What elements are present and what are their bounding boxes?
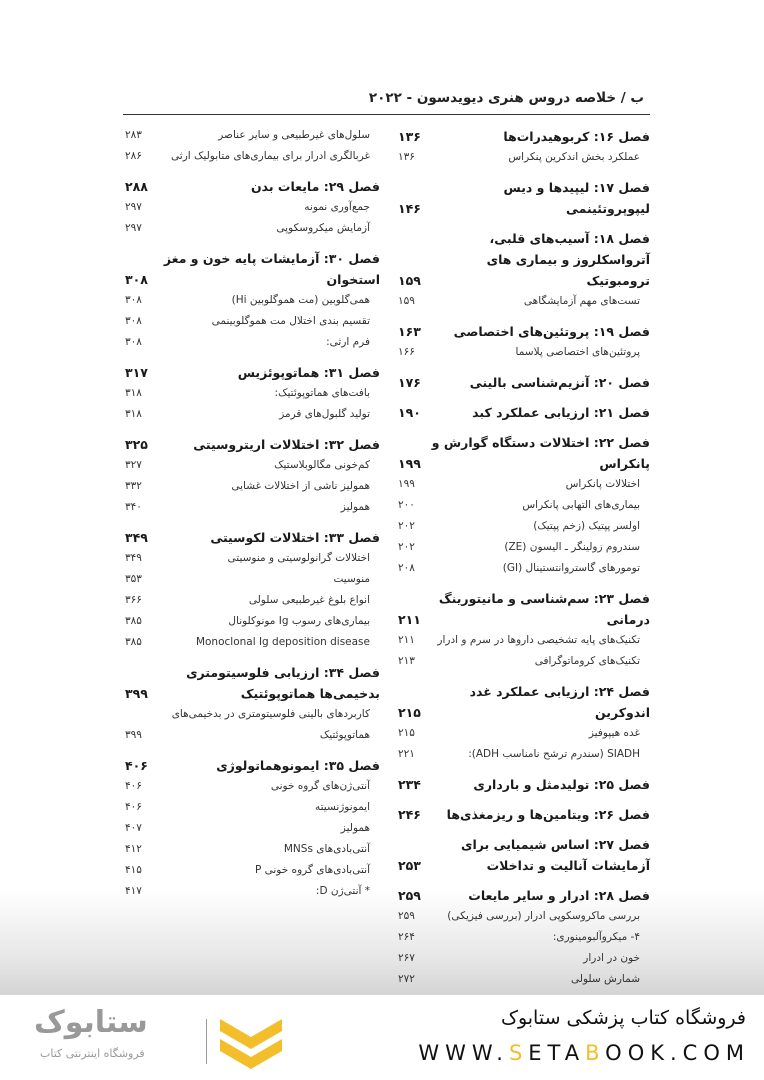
entry-page-number: ۴۱۵ [125, 864, 142, 876]
toc-chapter-entry[interactable] [398, 834, 650, 876]
entry-page-number: ۱۹۹ [398, 478, 415, 490]
toc-section-entry[interactable] [398, 474, 650, 495]
entry-title: تست‌های مهم آزمایشگاهی [523, 295, 640, 307]
entry-title: فصل ۲۴: ارزیابی عملکرد غدد اندوکرین [469, 684, 650, 720]
toc-section-entry[interactable] [398, 147, 650, 168]
entry-title: آنتی‌بادی‌های MNSs [283, 843, 370, 855]
entry-title: تقسیم بندی اختلال مت هموگلوبینمی [211, 315, 370, 327]
entry-title: * آنتی‌ژن D: [315, 885, 370, 897]
toc-section-entry[interactable] [125, 548, 380, 569]
entry-title: بیماری‌های التهابی پانکراس [522, 499, 640, 511]
entry-title: فصل ۱۶: کربوهیدرات‌ها [503, 129, 650, 144]
entry-page-number: ۱۴۶ [398, 201, 421, 216]
toc-section-entry[interactable] [125, 818, 380, 839]
entry-title: Monoclonal Ig deposition disease [195, 636, 370, 648]
toc-section-entry[interactable] [125, 797, 380, 818]
toc-chapter-entry[interactable] [125, 248, 380, 290]
toc-section-entry[interactable] [125, 197, 380, 218]
entry-title: فصل ۲۹: مایعات بدن [250, 179, 380, 194]
entry-page-number: ۳۴۹ [125, 552, 142, 564]
toc-chapter-entry[interactable] [398, 177, 650, 219]
entry-page-number: ۳۸۵ [125, 636, 142, 648]
toc-chapter-entry[interactable] [125, 434, 380, 455]
entry-page-number: ۲۱۱ [398, 634, 415, 646]
entry-title: تکنیک‌های پایه تشخیصی داروها در سرم و ادرار [437, 634, 640, 646]
entry-page-number: ۲۶۴ [398, 931, 415, 943]
toc-chapter-entry[interactable] [398, 372, 650, 393]
toc-section-entry[interactable] [125, 497, 380, 518]
entry-page-number: ۲۱۱ [398, 612, 421, 627]
toc-chapter-entry[interactable] [398, 126, 650, 147]
url-part: ETA [528, 1041, 586, 1065]
entry-title: شمارش سلولی [571, 973, 640, 985]
chevron-logo-icon [218, 1013, 284, 1073]
entry-title: فصل ۳۱: هماتوپوئزیس [237, 365, 380, 380]
entry-title: انواع بلوغ غیرطبیعی سلولی [248, 594, 370, 606]
toc-section-entry[interactable] [398, 630, 650, 651]
toc-chapter-entry[interactable] [125, 176, 380, 197]
entry-page-number: ۲۸۳ [125, 129, 142, 141]
header-rule [123, 114, 650, 115]
entry-title: فصل ۳۲: اختلالات اریتروسیتی [193, 437, 380, 452]
entry-page-number: ۱۶۳ [398, 324, 421, 339]
entry-title: اختلالات پانکراس [565, 478, 640, 490]
entry-page-number: ۳۹۹ [125, 686, 148, 701]
toc-chapter-entry[interactable] [398, 402, 650, 423]
entry-page-number: ۳۰۸ [125, 336, 142, 348]
url-part-accent: B [585, 1041, 606, 1065]
entry-title: بیماری‌های رسوب Ig مونوکلونال [228, 615, 370, 627]
entry-page-number: ۳۲۵ [125, 437, 148, 452]
toc-section-entry[interactable] [125, 404, 380, 425]
entry-title: فرم ارثی: [326, 336, 370, 348]
toc-section-entry[interactable] [125, 839, 380, 860]
entry-page-number: ۳۰۸ [125, 315, 142, 327]
entry-page-number: ۳۱۸ [125, 387, 142, 399]
entry-page-number: ۳۴۰ [125, 501, 142, 513]
entry-title: فصل ۱۸: آسیب‌های قلبی، آترواسکلروز و بیماری های ترومبوتیک [486, 231, 650, 288]
entry-title: فصل ۱۹: پروتئین‌های اختصاصی [453, 324, 650, 339]
entry-title: اولسر پپتیک (زخم پپتیک) [533, 520, 640, 532]
toc-section-entry[interactable] [398, 558, 650, 579]
toc-section-entry[interactable] [398, 927, 650, 948]
entry-page-number: ۳۰۸ [125, 294, 142, 306]
entry-title: همولیز ناشی از اختلالات غشایی [231, 480, 370, 492]
toc-section-entry[interactable] [125, 290, 380, 311]
entry-page-number: ۲۵۳ [398, 858, 421, 873]
toc-section-entry[interactable] [125, 383, 380, 404]
entry-title: بافت‌های هماتوپوئتیک: [274, 387, 370, 399]
entry-page-number: ۱۳۶ [398, 129, 421, 144]
entry-title: فصل ۳۳: اختلالات لکوسیتی [210, 530, 380, 545]
toc-chapter-entry[interactable] [125, 527, 380, 548]
entry-page-number: ۳۱۸ [125, 408, 142, 420]
toc-section-entry[interactable] [125, 218, 380, 239]
entry-page-number: ۲۸۶ [125, 150, 142, 162]
url-part: WWW. [418, 1041, 509, 1065]
entry-page-number: ۲۷۲ [398, 973, 415, 985]
entry-title: همی‌گلوبین (مت هموگلوبین Hi) [231, 294, 370, 306]
toc-section-entry[interactable] [398, 723, 650, 744]
toc-section-entry[interactable] [125, 125, 380, 146]
toc-chapter-entry[interactable] [398, 885, 650, 906]
entry-title: تومورهای گاستروانتستینال (GI) [502, 562, 640, 574]
logo-tagline: فروشگاه اینترنتی کتاب [40, 1047, 145, 1060]
toc-chapter-entry[interactable] [125, 362, 380, 383]
entry-title: کاربردهای بالینی فلوسیتومتری در بدخیمی‌های هماتوپوئتیک [171, 708, 370, 741]
entry-page-number: ۲۹۷ [125, 222, 142, 234]
entry-page-number: ۲۰۰ [398, 499, 415, 511]
entry-title: SIADH (سندرم ترشح نامناسب ADH): [468, 748, 640, 760]
shop-title: فروشگاه کتاب پزشکی ستابوک [500, 1007, 746, 1029]
toc-section-entry[interactable] [125, 569, 380, 590]
toc-chapter-entry[interactable] [398, 228, 650, 291]
toc-column-right [398, 126, 650, 990]
entry-title: فصل ۳۴: ارزیابی فلوسیتومتری بدخیمی‌ها هماتوپوئتیک [186, 665, 380, 701]
entry-page-number: ۴۰۷ [125, 822, 142, 834]
entry-title: فصل ۲۳: سم‌شناسی و مانیتورینگ درمانی [438, 591, 650, 627]
toc-section-entry[interactable] [125, 476, 380, 497]
logo-wordmark: ستابوک [34, 1005, 148, 1040]
toc-section-entry[interactable] [398, 651, 650, 672]
entry-page-number: ۴۱۲ [125, 843, 142, 855]
entry-title: بررسی ماکروسکوپی ادرار (بررسی فیزیکی) [447, 910, 640, 922]
toc-section-entry[interactable] [125, 881, 380, 902]
entry-page-number: ۲۵۹ [398, 888, 421, 903]
entry-page-number: ۲۱۳ [398, 655, 415, 667]
toc-chapter-entry[interactable] [125, 755, 380, 776]
entry-title: ۴- میکروآلبومینوری: [552, 931, 640, 943]
toc-chapter-entry[interactable] [398, 774, 650, 795]
toc-chapter-entry[interactable] [398, 681, 650, 723]
entry-title: جمع‌آوری نمونه [304, 201, 370, 213]
entry-page-number: ۱۶۶ [398, 346, 415, 358]
entry-title: سلول‌های غیرطبیعی و سایر عناصر [218, 129, 370, 141]
toc-section-entry[interactable] [125, 590, 380, 611]
toc-section-entry[interactable] [125, 332, 380, 353]
entry-page-number: ۱۵۹ [398, 273, 421, 288]
entry-title: پروتئین‌های اختصاصی پلاسما [515, 346, 640, 358]
toc-chapter-entry[interactable] [398, 804, 650, 825]
toc-section-entry[interactable] [125, 611, 380, 632]
entry-title: غربالگری ادرار برای بیماری‌های متابولیک ارثی [171, 150, 370, 162]
entry-title: سندروم زولینگر ـ الیسون (ZE) [504, 541, 640, 553]
entry-page-number: ۲۱۵ [398, 705, 421, 720]
toc-section-entry[interactable] [398, 906, 650, 927]
entry-title: خون در ادرار [583, 952, 640, 964]
entry-page-number: ۳۳۲ [125, 480, 142, 492]
entry-title: فصل ۱۷: لیپیدها و دیس لیپوپروتئینمی [503, 180, 650, 216]
entry-page-number: ۲۴۶ [398, 807, 421, 822]
entry-page-number: ۱۹۹ [398, 456, 421, 471]
toc-section-entry[interactable] [125, 776, 380, 797]
entry-page-number: ۱۷۶ [398, 375, 421, 390]
entry-page-number: ۳۱۷ [125, 365, 148, 380]
entry-title: ایمونوژنسیته [314, 801, 370, 813]
entry-page-number: ۱۹۰ [398, 405, 421, 420]
toc-section-entry[interactable] [398, 744, 650, 765]
entry-page-number: ۴۱۷ [125, 885, 142, 897]
toc-section-entry[interactable] [125, 311, 380, 332]
entry-title: آزمایش میکروسکوپی [276, 222, 370, 234]
toc-section-entry[interactable] [398, 948, 650, 969]
entry-title: فصل ۲۱: ارزیابی عملکرد کبد [472, 405, 650, 420]
toc-section-entry[interactable] [398, 537, 650, 558]
entry-page-number: ۲۹۷ [125, 201, 142, 213]
entry-title: فصل ۲۷: اساس شیمیایی برای آزمایشات آنالیت و تداخلات [461, 837, 650, 873]
url-part: OOK.COM [605, 1041, 750, 1065]
entry-page-number: ۲۱۵ [398, 727, 415, 739]
entry-page-number: ۲۵۹ [398, 910, 415, 922]
entry-title: منوسیت [333, 573, 370, 585]
entry-page-number: ۲۰۲ [398, 541, 415, 553]
entry-page-number: ۱۵۹ [398, 295, 415, 307]
entry-title: فصل ۳۰: آزمایشات پایه خون و مغز استخوان [163, 251, 380, 287]
entry-page-number: ۲۸۸ [125, 179, 148, 194]
entry-title: فصل ۲۶: ویتامین‌ها و ریزمغذی‌ها [446, 807, 650, 822]
entry-page-number: ۱۳۶ [398, 151, 415, 163]
toc-section-entry[interactable] [125, 146, 380, 167]
toc-section-entry[interactable] [398, 969, 650, 990]
toc-chapter-entry[interactable] [398, 432, 650, 474]
entry-title: عملکرد بخش اندکرین پنکراس [508, 151, 640, 163]
entry-page-number: ۲۲۱ [398, 748, 415, 760]
entry-page-number: ۳۶۶ [125, 594, 142, 606]
entry-title: تولید گلبول‌های قرمز [279, 408, 370, 420]
shop-url[interactable] [418, 1041, 750, 1065]
entry-page-number: ۳۰۸ [125, 272, 148, 287]
entry-page-number: ۳۴۹ [125, 530, 148, 545]
entry-title: غده هیپوفیز [588, 727, 640, 739]
toc-section-entry[interactable] [125, 704, 380, 746]
entry-title: آنتی‌بادی‌های گروه خونی P [254, 864, 370, 876]
entry-page-number: ۴۰۶ [125, 801, 142, 813]
toc-section-entry[interactable] [398, 291, 650, 312]
entry-page-number: ۳۵۳ [125, 573, 142, 585]
logo-divider [206, 1019, 207, 1064]
toc-section-entry[interactable] [125, 860, 380, 881]
entry-title: تکنیک‌های کروماتوگرافی [534, 655, 640, 667]
entry-title: فصل ۲۸: ادرار و سایر مایعات [468, 888, 650, 903]
entry-title: آنتی‌ژن‌های گروه خونی [270, 780, 370, 792]
toc-section-entry[interactable] [125, 632, 380, 653]
url-part-accent: S [508, 1041, 529, 1065]
entry-title: فصل ۲۲: اختلالات دستگاه گوارش و پانکراس [431, 435, 650, 471]
toc-column-left [125, 125, 380, 902]
toc-section-entry[interactable] [125, 455, 380, 476]
entry-page-number: ۲۰۲ [398, 520, 415, 532]
entry-page-number: ۳۸۵ [125, 615, 142, 627]
entry-page-number: ۳۹۹ [125, 729, 142, 741]
entry-title: کم‌خونی مگالوبلاستیک [274, 459, 370, 471]
entry-page-number: ۲۳۴ [398, 777, 421, 792]
entry-title: فصل ۳۵: ایمونوهماتولوژی [216, 758, 380, 773]
toc-section-entry[interactable] [398, 516, 650, 537]
entry-title: همولیز [340, 501, 370, 513]
entry-page-number: ۴۰۶ [125, 758, 148, 773]
entry-title: فصل ۲۰: آنزیم‌شناسی بالینی [469, 375, 650, 390]
toc-chapter-entry[interactable] [398, 588, 650, 630]
entry-page-number: ۲۶۷ [398, 952, 415, 964]
entry-title: همولیز [340, 822, 370, 834]
entry-title: اختلالات گرانولوسیتی و منوسیتی [227, 552, 370, 564]
entry-title: فصل ۲۵: تولیدمثل و بارداری [473, 777, 650, 792]
toc-chapter-entry[interactable] [398, 321, 650, 342]
entry-page-number: ۲۰۸ [398, 562, 415, 574]
entry-page-number: ۳۲۷ [125, 459, 142, 471]
toc-section-entry[interactable] [398, 495, 650, 516]
running-header: ب / خلاصه دروس هنری دیویدسون - ۲۰۲۲ [368, 90, 644, 106]
toc-chapter-entry[interactable] [125, 662, 380, 704]
footer-banner [0, 995, 764, 1080]
entry-page-number: ۴۰۶ [125, 780, 142, 792]
toc-section-entry[interactable] [398, 342, 650, 363]
